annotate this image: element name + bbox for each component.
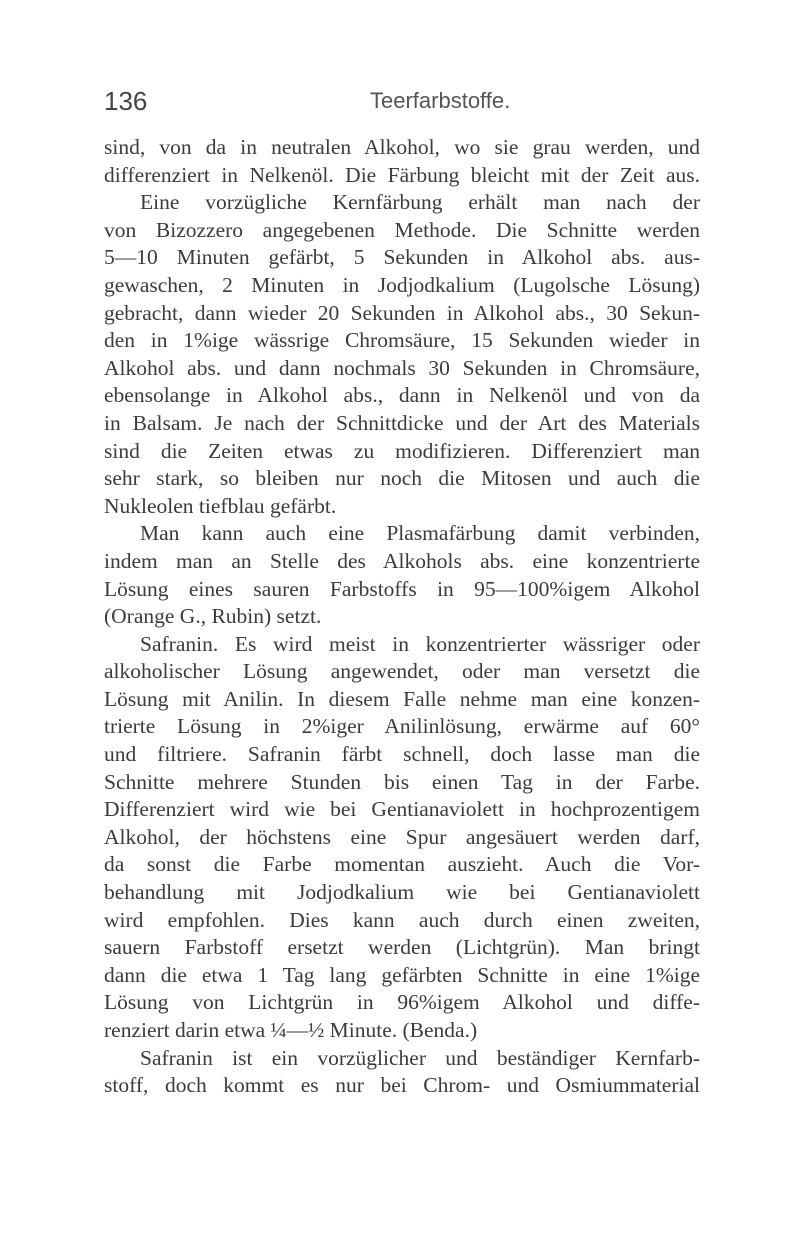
- text-line: trierte Lösung in 2%iger Anilinlösung, erwärme auf 60°: [104, 714, 700, 739]
- text-line: in Balsam. Je nach der Schnittdicke und der Art des Materials: [104, 410, 700, 435]
- text-line: behandlung mit Jodjodkalium wie bei Gentianaviolett: [104, 880, 700, 905]
- text-line: da sonst die Farbe momentan auszieht. Auch die Vor-: [104, 852, 700, 877]
- text-line: sehr stark, so bleiben nur noch die Mitosen und auch die: [104, 466, 700, 491]
- text-line: Differenziert wird wie bei Gentianaviolett in hochprozentigem: [104, 797, 700, 822]
- text-line: (Orange G., Rubin) setzt.: [104, 604, 322, 629]
- text-line: stoff, doch kommt es nur bei Chrom- und Osmiummaterial: [104, 1073, 700, 1098]
- text-line: Lösung von Lichtgrün in 96%igem Alkohol und diffe-: [104, 990, 700, 1015]
- text-line: sauern Farbstoff ersetzt werden (Lichtgrün). Man bringt: [104, 935, 700, 960]
- text-line: Safranin ist ein vorzüglicher und beständiger Kernfarb-: [140, 1045, 700, 1070]
- text-line: und filtriere. Safranin färbt schnell, doch lasse man die: [104, 742, 700, 767]
- text-line: von Bizozzero angegebenen Methode. Die Schnitte werden: [104, 217, 700, 242]
- page-header: [104, 86, 700, 116]
- text-line: Lösung eines sauren Farbstoffs in 95—100%igem Alkohol: [104, 576, 700, 601]
- body-text: [104, 134, 700, 1100]
- text-line: den in 1%ige wässrige Chromsäure, 15 Sekunden wieder in: [104, 328, 700, 353]
- text-line: sind die Zeiten etwas zu modifizieren. Differenziert man: [104, 438, 700, 463]
- text-line: gebracht, dann wieder 20 Sekunden in Alkohol abs., 30 Sekun-: [104, 300, 700, 325]
- text-line: Schnitte mehrere Stunden bis einen Tag in der Farbe.: [104, 769, 700, 794]
- text-line: dann die etwa 1 Tag lang gefärbten Schnitte in eine 1%ige: [104, 962, 700, 987]
- text-line: differenziert in Nelkenöl. Die Färbung bleicht mit der Zeit aus.: [104, 162, 700, 187]
- text-line: alkoholischer Lösung angewendet, oder man versetzt die: [104, 659, 700, 684]
- text-line: ebensolange in Alkohol abs., dann in Nelkenöl und von da: [104, 383, 700, 408]
- running-title: Teerfarbstoffe.: [370, 88, 511, 113]
- text-line: gewaschen, 2 Minuten in Jodjodkalium (Lugolsche Lösung): [104, 272, 700, 297]
- text-line: Alkohol abs. und dann nochmals 30 Sekunden in Chromsäure,: [104, 355, 700, 380]
- text-line: Eine vorzügliche Kernfärbung erhält man nach der: [140, 190, 700, 215]
- text-line: indem man an Stelle des Alkohols abs. eine konzentrierte: [104, 548, 700, 573]
- text-line: Safranin. Es wird meist in konzentrierter wässriger oder: [140, 631, 700, 656]
- text-line: Nukleolen tiefblau gefärbt.: [104, 493, 337, 518]
- text-line: Man kann auch eine Plasmafärbung damit verbinden,: [140, 521, 700, 546]
- text-line: Alkohol, der höchstens eine Spur angesäuert werden darf,: [104, 824, 700, 849]
- page-number: 136: [104, 86, 148, 116]
- text-line: 5—10 Minuten gefärbt, 5 Sekunden in Alkohol abs. aus-: [104, 245, 700, 270]
- text-line: sind, von da in neutralen Alkohol, wo sie grau werden, und: [104, 135, 700, 159]
- text-line: renziert darin etwa ¼—½ Minute. (Benda.): [104, 1018, 478, 1042]
- text-line: Lösung mit Anilin. In diesem Falle nehme man eine konzen-: [104, 686, 700, 711]
- text-line: wird empfohlen. Dies kann auch durch einen zweiten,: [104, 907, 700, 932]
